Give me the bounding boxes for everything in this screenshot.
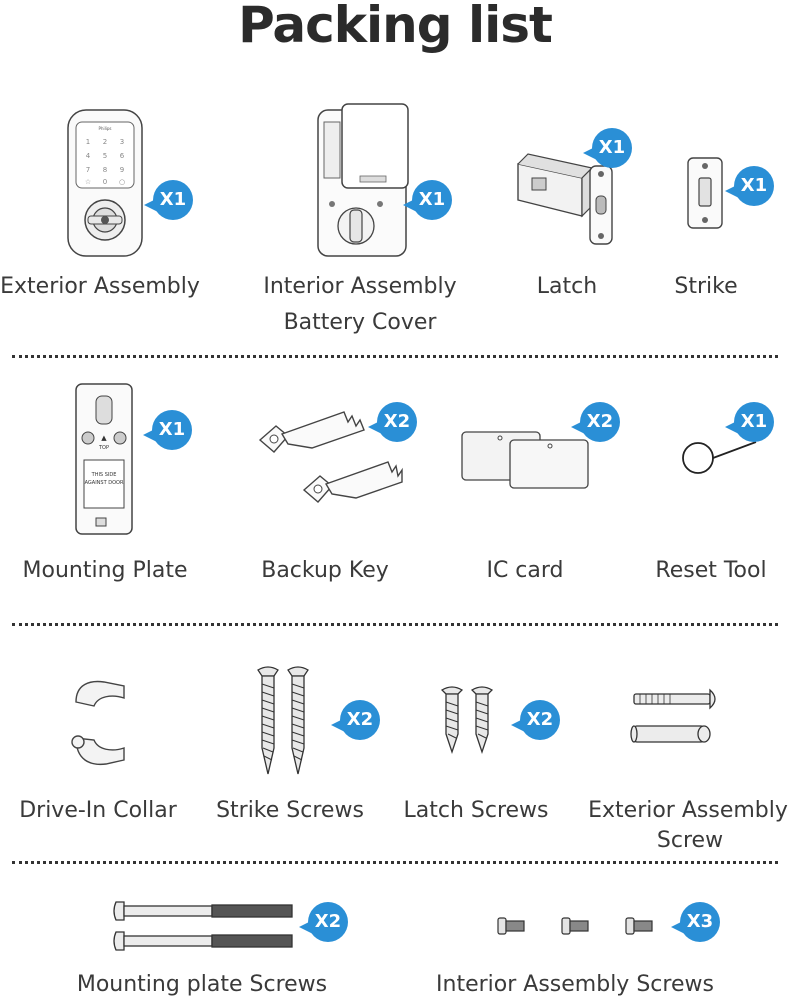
plate-text-line2: AGAINST DOOR [84,480,124,486]
item-label: Exterior Assembly [0,274,200,299]
svg-text:7: 7 [85,166,91,174]
section-divider [12,623,778,626]
item-label: Exterior Assembly [588,798,788,823]
svg-text:○: ○ [118,178,126,186]
quantity-badge: X1 [734,402,774,442]
strike-icon [686,156,726,234]
latch-screws-icon [440,684,500,758]
item-label: Mounting Plate [22,558,188,583]
item-label: Latch Screws [403,798,549,823]
quantity-badge: X1 [153,180,193,220]
page-title: Packing list [238,0,552,54]
item-label: Drive-In Collar [19,798,177,823]
item-label: IC card [486,558,564,583]
item-label-secondary: Screw [656,828,724,853]
plate-top-text: TOP [98,445,110,451]
item-label: Strike Screws [216,798,364,823]
svg-text:▲: ▲ [101,434,107,442]
item-label: Reset Tool [655,558,767,583]
quantity-badge: X1 [592,128,632,168]
strike-screws-icon [254,664,314,780]
item-label: Latch [536,274,598,299]
interior-assembly-icon [312,104,412,264]
ic-card-icon [460,428,590,494]
svg-text:9: 9 [119,166,125,174]
mounting-plate-icon [74,382,134,542]
quantity-badge: X1 [412,180,452,220]
quantity-badge: X1 [734,166,774,206]
quantity-badge: X2 [340,700,380,740]
quantity-badge: X2 [377,402,417,442]
item-label: Mounting plate Screws [76,972,328,997]
exterior-assembly-screw-icon [630,686,720,756]
svg-text:2: 2 [102,138,108,146]
svg-text:1: 1 [85,138,91,146]
quantity-badge: X3 [680,902,720,942]
svg-text:☆: ☆ [84,178,92,186]
quantity-badge: X2 [580,402,620,442]
svg-text:0: 0 [102,178,108,186]
drive-in-collar-icon [68,672,132,780]
svg-text:6: 6 [119,152,125,160]
mounting-plate-screws-icon [112,900,296,960]
item-label: Strike [674,274,738,299]
plate-text-line1: THIS SIDE [91,472,117,478]
item-label-secondary: Battery Cover [283,310,437,335]
interior-assembly-screws-icon [494,912,664,946]
keypad-brand-text: Philips [98,126,112,131]
svg-text:5: 5 [102,152,108,160]
svg-text:4: 4 [85,152,91,160]
section-divider [12,355,778,358]
exterior-assembly-icon [60,108,150,262]
quantity-badge: X2 [308,902,348,942]
quantity-badge: X1 [152,410,192,450]
item-label: Interior Assembly [263,274,457,299]
svg-text:3: 3 [119,138,125,146]
item-label: Interior Assembly Screws [436,972,714,997]
section-divider [12,861,778,864]
svg-text:8: 8 [102,166,108,174]
item-label: Backup Key [261,558,389,583]
quantity-badge: X2 [520,700,560,740]
